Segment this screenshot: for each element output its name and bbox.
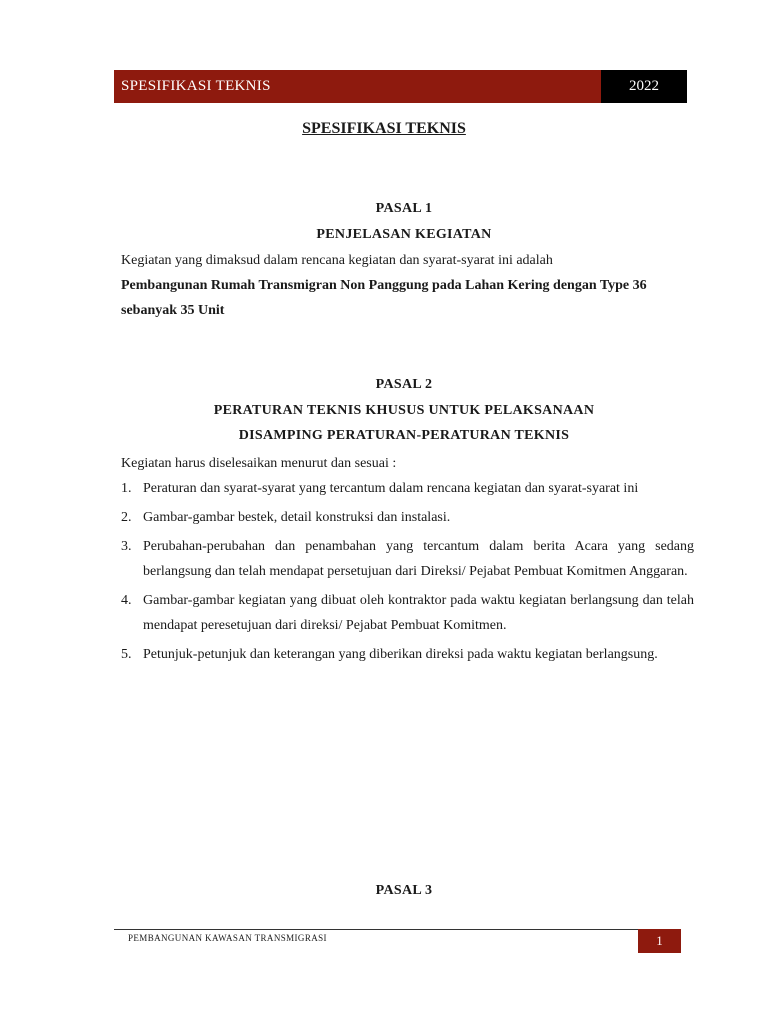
list-item	[121, 505, 694, 530]
list-item-text: Peraturan dan syarat-syarat yang tercantum dalam rencana kegiatan dan syarat-syarat ini	[143, 481, 639, 496]
list-item-number: 2.	[121, 510, 132, 525]
list-item-text: Petunjuk-petunjuk dan keterangan yang diberikan direksi pada waktu kegiatan berlangsung.	[143, 647, 658, 662]
list-item-number: 4.	[121, 593, 132, 608]
page-number: 1	[638, 929, 681, 953]
list-item	[121, 476, 694, 501]
list-item-text: Gambar-gambar kegiatan yang dibuat oleh kontraktor pada waktu kegiatan berlangsung dan telah mendapat peresetujuan dari direksi/ Pejabat Pembuat Komitmen.	[143, 593, 694, 633]
pasal-2-intro: Kegiatan harus diselesaikan menurut dan sesuai :	[121, 456, 397, 471]
pasal-1-heading: PASAL 1	[375, 201, 433, 216]
requirements-list	[121, 476, 694, 671]
list-item-text: Perubahan-perubahan dan penambahan yang tercantum dalam berita Acara yang sedang berlangsung dan telah mendapat persetujuan dari Direksi/ Pejabat Pembuat Komitmen Anggaran.	[143, 539, 694, 579]
page-header	[114, 70, 687, 103]
pasal-2-subheading-line2: DISAMPING PERATURAN-PERATURAN TEKNIS	[238, 428, 570, 443]
list-item-number: 5.	[121, 647, 132, 662]
footer-text: PEMBANGUNAN KAWASAN TRANSMIGRASI	[128, 933, 327, 943]
pasal-2-subheading-line1: PERATURAN TEKNIS KHUSUS UNTUK PELAKSANAAN	[213, 403, 595, 418]
document-title: SPESIFIKASI TEKNIS	[302, 120, 466, 137]
list-item-number: 1.	[121, 481, 132, 496]
list-item	[121, 642, 694, 667]
pasal-1-paragraph	[121, 248, 694, 323]
pasal-1-subheading: PENJELASAN KEGIATAN	[316, 227, 492, 242]
pasal-1-intro: Kegiatan yang dimaksud dalam rencana kegiatan dan syarat-syarat ini adalah	[121, 253, 553, 268]
header-title: SPESIFIKASI TEKNIS	[114, 70, 601, 103]
footer-divider	[114, 929, 681, 930]
pasal-3-heading: PASAL 3	[375, 883, 433, 898]
list-item-number: 3.	[121, 539, 132, 554]
header-year: 2022	[601, 70, 687, 103]
pasal-1-bold-text: Pembangunan Rumah Transmigran Non Panggung pada Lahan Kering dengan Type 36 sebanyak 35 Unit	[121, 278, 647, 318]
list-item-text: Gambar-gambar bestek, detail konstruksi dan instalasi.	[143, 510, 451, 525]
list-item	[121, 588, 694, 638]
pasal-2-heading: PASAL 2	[375, 377, 433, 392]
list-item	[121, 534, 694, 584]
